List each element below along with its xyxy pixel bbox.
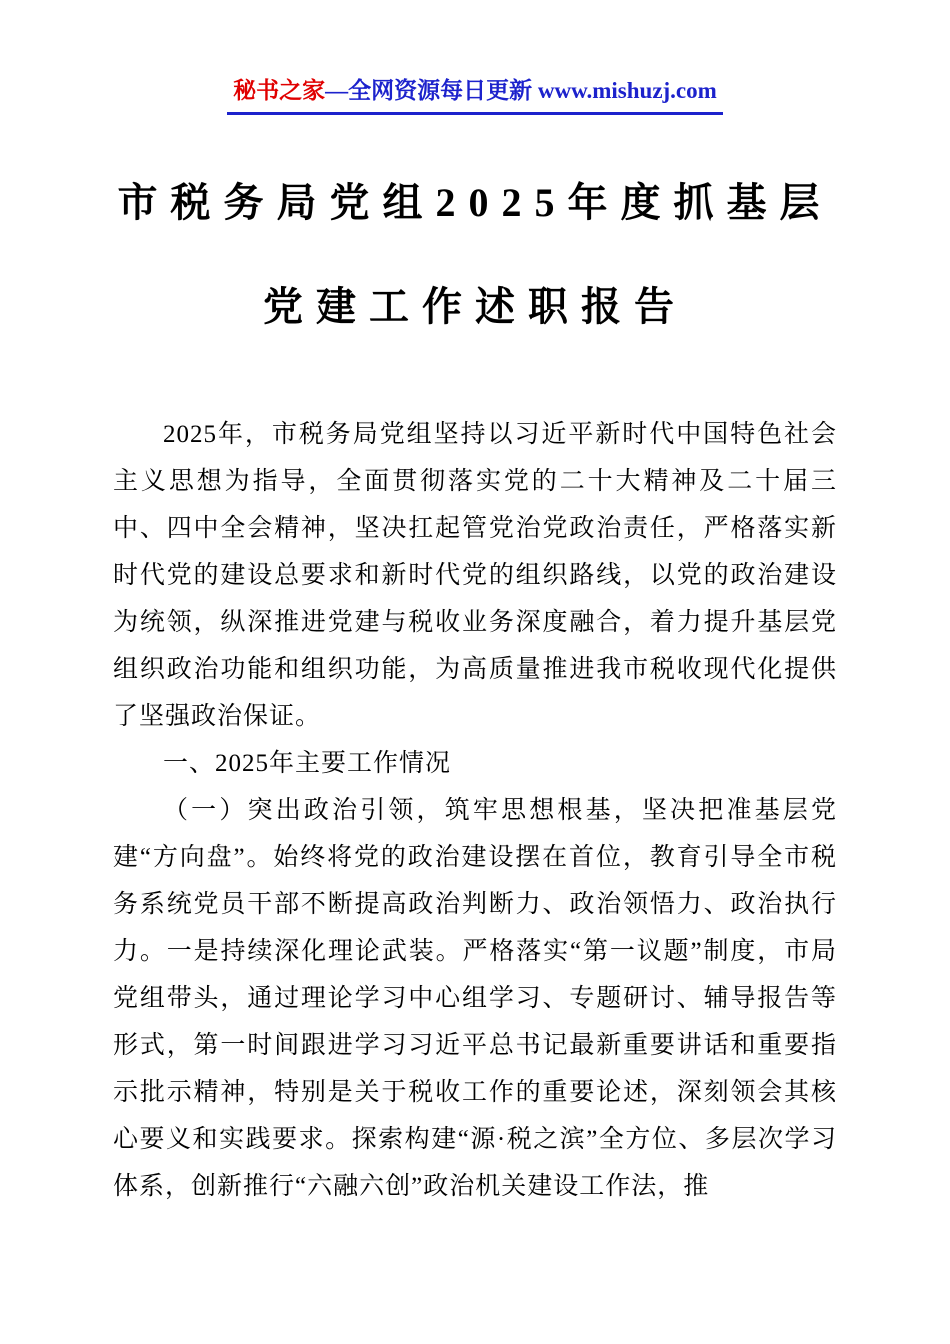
- site-url-link[interactable]: www.mishuzj.com: [537, 78, 717, 103]
- site-header-banner: [227, 72, 723, 115]
- paragraph-section-1: （一）突出政治引领，筑牢思想根基，坚决把准基层党建“方向盘”。始终将党的政治建设摆在首位，教育引导全市税务系统党员干部不断提高政治判断力、政治领悟力、政治执行力。一是持续深化理论武装。严格落实“第一议题”制度，市局党组带头，通过理论学习中心组学习、专题研讨、辅导报告等形式，第一时间跟进学习习近平总书记最新重要讲话和重要指示批示精神，特别是关于税收工作的重要论述，深刻领会其核心要义和实践要求。探索构建“源·税之滨”全方位、多层次学习体系，创新推行“六融六创”政治机关建设工作法，推: [113, 797, 837, 1200]
- document-title: [113, 151, 837, 359]
- paragraph-intro: 2025年，市税务局党组坚持以习近平新时代中国特色社会主义思想为指导，全面贯彻落实党的二十大精神及二十届三中、四中全会精神，坚决扛起管党治党政治责任，严格落实新时代党的建设总要求和新时代党的组织路线，以党的政治建设为统领，纵深推进党建与税收业务深度融合，着力提升基层党组织政治功能和组织功能，为高质量推进我市税收现代化提供了坚强政治保证。: [113, 421, 837, 730]
- document-body: [113, 411, 837, 1210]
- site-brand: 秘书之家: [233, 78, 326, 103]
- site-tagline: —全网资源每日更新: [325, 78, 533, 103]
- site-header: [113, 72, 837, 115]
- document-title-line-1: 市税务局党组2025年度抓基层: [117, 180, 833, 225]
- document-title-line-2: 党建工作述职报告: [263, 284, 687, 329]
- section-heading: 一、2025年主要工作情况: [163, 750, 452, 777]
